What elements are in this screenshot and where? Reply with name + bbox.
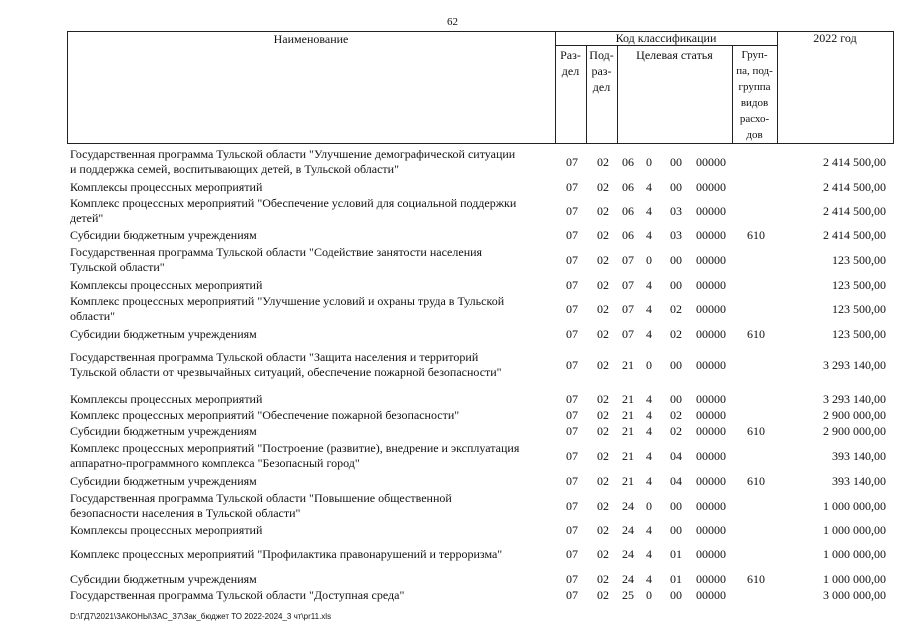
row-code-c2: 4 — [646, 424, 652, 438]
row-amount: 2 414 500,00 — [823, 180, 886, 194]
row-code-r: 07 — [566, 547, 578, 561]
row-code-c4: 00000 — [696, 278, 726, 292]
row-code-p: 02 — [597, 499, 609, 513]
row-code-r: 07 — [566, 588, 578, 602]
row-code-c2: 4 — [646, 547, 652, 561]
row-name-line: Государственная программа Тульской области "Улучшение демографической ситуации — [70, 147, 516, 161]
row-name-line: Комплексы процессных мероприятий — [70, 392, 263, 406]
row-code-c3: 04 — [670, 474, 682, 488]
row-code-c1: 06 — [622, 155, 634, 169]
row-code-c3: 02 — [670, 424, 682, 438]
row-code-c1: 24 — [622, 499, 634, 513]
row-amount: 1 000 000,00 — [823, 523, 886, 537]
row-code-p: 02 — [597, 408, 609, 422]
row-code-c2: 4 — [646, 228, 652, 242]
row-code-g: 610 — [747, 327, 765, 341]
row-code-c1: 07 — [622, 278, 634, 292]
row-name-line: Комплекс процессных мероприятий "Профилактика правонарушений и терроризма" — [70, 547, 503, 561]
row-code-c2: 0 — [646, 588, 652, 602]
row-amount: 123 500,00 — [832, 253, 886, 267]
row-code-c2: 4 — [646, 474, 652, 488]
row-code-c4: 00000 — [696, 424, 726, 438]
header-group-line: видов — [740, 97, 769, 109]
row-code-p: 02 — [597, 547, 609, 561]
row-code-c2: 0 — [646, 358, 652, 372]
header-target: Целевая статья — [636, 48, 713, 62]
row-name-line: Государственная программа Тульской области "Повышение общественной — [70, 491, 452, 505]
row-code-c3: 00 — [670, 278, 682, 292]
row-code-r: 07 — [566, 204, 578, 218]
row-code-c4: 00000 — [696, 155, 726, 169]
header-podrazdel-line: дел — [592, 80, 611, 94]
row-code-p: 02 — [597, 302, 609, 316]
row-name-line: области" — [70, 309, 116, 323]
row-code-c1: 24 — [622, 572, 634, 586]
row-code-c4: 00000 — [696, 572, 726, 586]
row-code-p: 02 — [597, 204, 609, 218]
row-code-c3: 03 — [670, 204, 682, 218]
row-name-line: детей" — [70, 211, 104, 225]
row-name — [70, 441, 556, 471]
row-code-c2: 4 — [646, 204, 652, 218]
row-code-c1: 21 — [622, 358, 634, 372]
row-code-c2: 4 — [646, 302, 652, 316]
row-code-c3: 04 — [670, 449, 682, 463]
row-code-r: 07 — [566, 523, 578, 537]
row-code-c3: 01 — [670, 547, 682, 561]
header-group-line: па, под- — [736, 65, 773, 77]
row-amount: 123 500,00 — [832, 302, 886, 316]
row-amount: 2 414 500,00 — [823, 228, 886, 242]
row-code-c4: 00000 — [696, 302, 726, 316]
row-amount: 3 293 140,00 — [823, 392, 886, 406]
row-code-c1: 21 — [622, 449, 634, 463]
row-code-p: 02 — [597, 253, 609, 267]
row-name — [70, 278, 556, 293]
row-name-line: Комплекс процессных мероприятий "Построение (развитие), внедрение и эксплуатация — [70, 441, 520, 455]
row-code-c3: 00 — [670, 253, 682, 267]
row-code-p: 02 — [597, 327, 609, 341]
row-name-line: Субсидии бюджетным учреждениям — [70, 327, 257, 341]
row-code-r: 07 — [566, 180, 578, 194]
row-name-line: Субсидии бюджетным учреждениям — [70, 424, 257, 438]
header-razdel-line: Раз- — [560, 48, 581, 62]
row-code-g: 610 — [747, 572, 765, 586]
row-code-r: 07 — [566, 449, 578, 463]
row-code-p: 02 — [597, 358, 609, 372]
row-code-p: 02 — [597, 449, 609, 463]
row-code-p: 02 — [597, 392, 609, 406]
row-code-p: 02 — [597, 155, 609, 169]
row-name — [70, 147, 556, 177]
row-code-c2: 4 — [646, 523, 652, 537]
row-name — [70, 491, 556, 521]
header-group-line: дов — [746, 129, 763, 141]
row-amount: 2 900 000,00 — [823, 424, 886, 438]
row-name-line: Комплексы процессных мероприятий — [70, 278, 263, 292]
row-code-c3: 00 — [670, 588, 682, 602]
row-amount: 393 140,00 — [832, 474, 886, 488]
row-amount: 2 414 500,00 — [823, 155, 886, 169]
row-code-c4: 00000 — [696, 408, 726, 422]
row-amount: 1 000 000,00 — [823, 499, 886, 513]
row-code-c2: 4 — [646, 572, 652, 586]
row-code-c4: 00000 — [696, 392, 726, 406]
row-name-line: Государственная программа Тульской области "Доступная среда" — [70, 588, 405, 602]
header-code-group: Код классификации — [615, 31, 717, 45]
row-name — [70, 350, 556, 380]
row-code-c3: 03 — [670, 228, 682, 242]
page-number: 62 — [447, 16, 458, 28]
row-code-r: 07 — [566, 408, 578, 422]
row-code-c4: 00000 — [696, 499, 726, 513]
row-code-c2: 4 — [646, 278, 652, 292]
row-code-g: 610 — [747, 474, 765, 488]
row-code-r: 07 — [566, 424, 578, 438]
row-code-c4: 00000 — [696, 588, 726, 602]
row-code-c1: 06 — [622, 204, 634, 218]
row-code-p: 02 — [597, 572, 609, 586]
header-group-line: расхо- — [739, 113, 770, 125]
row-amount: 123 500,00 — [832, 278, 886, 292]
row-code-c3: 02 — [670, 408, 682, 422]
row-name — [70, 196, 556, 226]
row-code-r: 07 — [566, 392, 578, 406]
row-amount: 1 000 000,00 — [823, 547, 886, 561]
row-code-c1: 07 — [622, 302, 634, 316]
header-group-line: группа — [738, 81, 771, 93]
row-name — [70, 228, 556, 243]
row-code-g: 610 — [747, 228, 765, 242]
row-amount: 3 293 140,00 — [823, 358, 886, 372]
row-name — [70, 327, 556, 342]
row-code-c1: 25 — [622, 588, 634, 602]
row-name — [70, 392, 556, 407]
row-code-c1: 06 — [622, 228, 634, 242]
row-code-c3: 00 — [670, 392, 682, 406]
row-name — [70, 245, 556, 275]
row-code-c1: 07 — [622, 327, 634, 341]
row-code-p: 02 — [597, 180, 609, 194]
row-amount: 3 000 000,00 — [823, 588, 886, 602]
row-name-line: Комплексы процессных мероприятий — [70, 523, 263, 537]
row-amount: 1 000 000,00 — [823, 572, 886, 586]
row-code-r: 07 — [566, 358, 578, 372]
row-code-g: 610 — [747, 424, 765, 438]
row-code-r: 07 — [566, 155, 578, 169]
row-name-line: Комплекс процессных мероприятий "Улучшение условий и охраны труда в Тульской — [70, 294, 505, 308]
row-code-c2: 4 — [646, 180, 652, 194]
row-code-r: 07 — [566, 278, 578, 292]
row-code-r: 07 — [566, 327, 578, 341]
row-code-r: 07 — [566, 253, 578, 267]
row-code-p: 02 — [597, 228, 609, 242]
row-code-c3: 02 — [670, 302, 682, 316]
row-name-line: Субсидии бюджетным учреждениям — [70, 228, 257, 242]
row-name-line: Тульской области от чрезвычайных ситуаций, обеспечение пожарной безопасности" — [70, 365, 502, 379]
row-code-p: 02 — [597, 474, 609, 488]
row-name — [70, 424, 556, 439]
row-code-c1: 06 — [622, 180, 634, 194]
row-amount: 2 900 000,00 — [823, 408, 886, 422]
row-code-p: 02 — [597, 278, 609, 292]
row-code-c4: 00000 — [696, 523, 726, 537]
row-name-line: безопасности населения в Тульской области" — [70, 506, 301, 520]
header-year: 2022 год — [813, 31, 857, 45]
row-code-c2: 4 — [646, 392, 652, 406]
row-code-c4: 00000 — [696, 253, 726, 267]
row-code-c4: 00000 — [696, 449, 726, 463]
row-name — [70, 294, 556, 324]
header-podrazdel-line: Под- — [589, 48, 614, 62]
row-code-c2: 0 — [646, 155, 652, 169]
row-code-r: 07 — [566, 499, 578, 513]
row-code-p: 02 — [597, 588, 609, 602]
row-code-r: 07 — [566, 228, 578, 242]
row-code-c3: 02 — [670, 327, 682, 341]
row-code-c4: 00000 — [696, 547, 726, 561]
header-group-line: Груп- — [741, 49, 768, 61]
row-code-c3: 00 — [670, 499, 682, 513]
row-code-r: 07 — [566, 572, 578, 586]
row-code-c3: 00 — [670, 523, 682, 537]
row-name — [70, 523, 556, 538]
row-amount: 123 500,00 — [832, 327, 886, 341]
row-amount: 2 414 500,00 — [823, 204, 886, 218]
row-code-c1: 24 — [622, 547, 634, 561]
row-name — [70, 180, 556, 195]
row-code-p: 02 — [597, 523, 609, 537]
row-code-c1: 21 — [622, 424, 634, 438]
row-code-c2: 0 — [646, 499, 652, 513]
row-code-r: 07 — [566, 302, 578, 316]
header-name: Наименование — [273, 32, 349, 46]
row-code-c4: 00000 — [696, 204, 726, 218]
row-name — [70, 588, 556, 603]
row-code-c1: 21 — [622, 474, 634, 488]
row-amount: 393 140,00 — [832, 449, 886, 463]
row-code-c4: 00000 — [696, 474, 726, 488]
row-code-c1: 21 — [622, 408, 634, 422]
row-code-c3: 00 — [670, 155, 682, 169]
header-razdel-line: дел — [561, 64, 580, 78]
row-code-c3: 00 — [670, 358, 682, 372]
row-code-p: 02 — [597, 424, 609, 438]
row-code-c1: 24 — [622, 523, 634, 537]
row-name-line: Комплекс процессных мероприятий "Обеспечение условий для социальной поддержки — [70, 196, 517, 210]
row-code-c1: 07 — [622, 253, 634, 267]
row-name — [70, 547, 556, 562]
row-code-c4: 00000 — [696, 228, 726, 242]
row-name — [70, 474, 556, 489]
row-code-c2: 4 — [646, 449, 652, 463]
file-path-footer: D:\ГД7\2021\ЗАКОНЫ\ЗАС_37\Зак_бюджет ТО 2022-2024_3 чт\pr11.xls — [70, 612, 332, 621]
header-podrazdel-line: раз- — [591, 64, 612, 78]
row-code-c2: 4 — [646, 408, 652, 422]
row-code-c4: 00000 — [696, 180, 726, 194]
row-name-line: Государственная программа Тульской области "Защита населения и территорий — [70, 350, 479, 364]
row-name-line: Комплексы процессных мероприятий — [70, 180, 263, 194]
row-code-c1: 21 — [622, 392, 634, 406]
row-code-c4: 00000 — [696, 327, 726, 341]
row-code-c2: 0 — [646, 253, 652, 267]
row-code-c2: 4 — [646, 327, 652, 341]
row-code-c4: 00000 — [696, 358, 726, 372]
row-name-line: Тульской области" — [70, 260, 165, 274]
row-name-line: и поддержка семей, воспитывающих детей, в Тульской области" — [70, 162, 399, 176]
row-name — [70, 408, 556, 423]
row-name-line: Государственная программа Тульской области "Содействие занятости населения — [70, 245, 483, 259]
row-name-line: Субсидии бюджетным учреждениям — [70, 474, 257, 488]
row-name-line: Субсидии бюджетным учреждениям — [70, 572, 257, 586]
row-name-line: Комплекс процессных мероприятий "Обеспечение пожарной безопасности" — [70, 408, 460, 422]
row-code-r: 07 — [566, 474, 578, 488]
row-name-line: аппаратно-программного комплекса "Безопасный город" — [70, 456, 360, 470]
row-name — [70, 572, 556, 587]
row-code-c3: 00 — [670, 180, 682, 194]
row-code-c3: 01 — [670, 572, 682, 586]
